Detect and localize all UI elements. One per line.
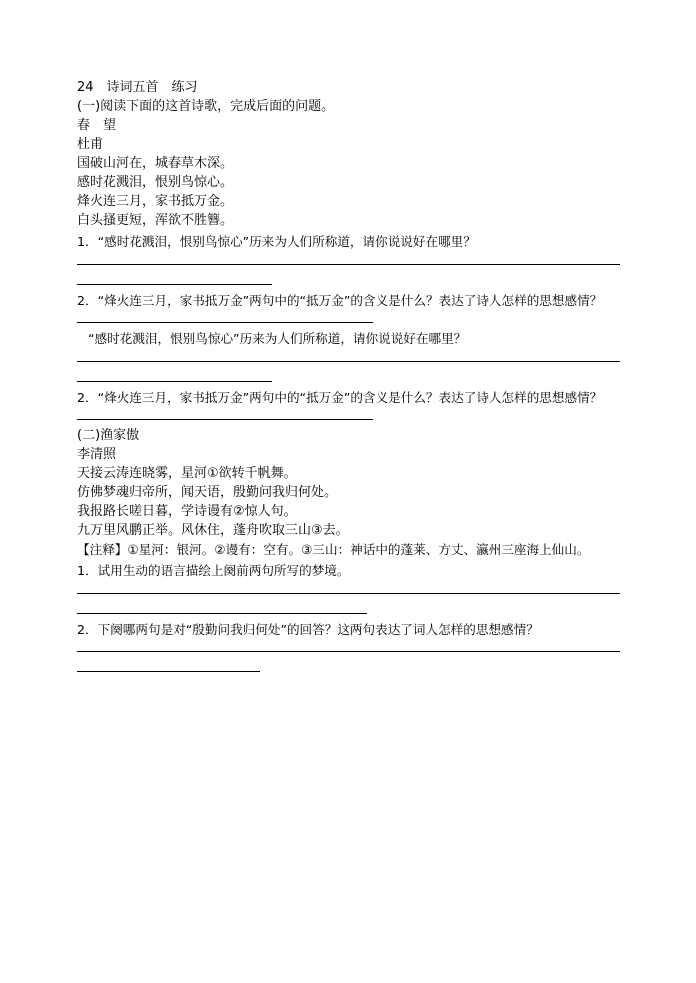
ci-line: 九万里风鹏正举。风休住，蓬舟吹取三山③去。 [77, 523, 349, 538]
section2-heading: (二)渔家傲 [77, 428, 140, 443]
document-title: 24 诗词五首 练习 [77, 80, 198, 95]
answer-line [77, 593, 620, 594]
question-3: 1．试用生动的语言描绘上阕前两句所写的梦境。 [77, 563, 350, 578]
answer-line [77, 613, 367, 614]
question-2-repeat: 2．“烽火连三月，家书抵万金”两句中的“抵万金”的含义是什么？表达了诗人怎样的思想感情？ [77, 390, 603, 405]
answer-line [77, 651, 620, 652]
section1-heading: (一)阅读下面的这首诗歌，完成后面的问题。 [77, 99, 335, 114]
question-1-repeat: “感时花溅泪，恨别鸟惊心”历来为人们所称道，请你说说好在哪里？ [88, 331, 467, 346]
answer-line [77, 264, 620, 265]
poem-line: 烽火连三月，家书抵万金。 [77, 194, 234, 209]
answer-line [77, 322, 373, 323]
question-1: 1．“感时花溅泪，恨别鸟惊心”历来为人们所称道，请你说说好在哪里？ [77, 234, 476, 249]
answer-line [77, 361, 620, 362]
ci-author: 李清照 [77, 447, 117, 462]
poem-line: 白头搔更短，浑欲不胜簪。 [77, 213, 234, 228]
ci-line: 仿佛梦魂归帝所，闻天语，殷勤问我归何处。 [77, 485, 338, 500]
answer-line [77, 419, 373, 420]
answer-line [77, 381, 272, 382]
ci-line: 天接云涛连晓雾，星河①欲转千帆舞。 [77, 466, 297, 481]
question-4: 2．下阕哪两句是对“殷勤问我归何处”的回答？这两句表达了词人怎样的思想感情？ [77, 622, 539, 637]
answer-line [77, 671, 260, 672]
question-2: 2．“烽火连三月，家书抵万金”两句中的“抵万金”的含义是什么？表达了诗人怎样的思想感情？ [77, 293, 603, 308]
poem-line: 国破山河在，城春草木深。 [77, 156, 234, 171]
ci-line: 我报路长嗟日暮，学诗谩有②惊人句。 [77, 504, 297, 519]
poem-line: 感时花溅泪，恨别鸟惊心。 [77, 175, 234, 190]
annotation-note: 【注释】①星河：银河。②谩有：空有。③三山：神话中的蓬莱、方丈、瀛州三座海上仙山。 [77, 542, 590, 557]
poem-title: 春 望 [77, 118, 117, 133]
poem-author: 杜甫 [77, 137, 104, 152]
answer-line [77, 284, 272, 285]
